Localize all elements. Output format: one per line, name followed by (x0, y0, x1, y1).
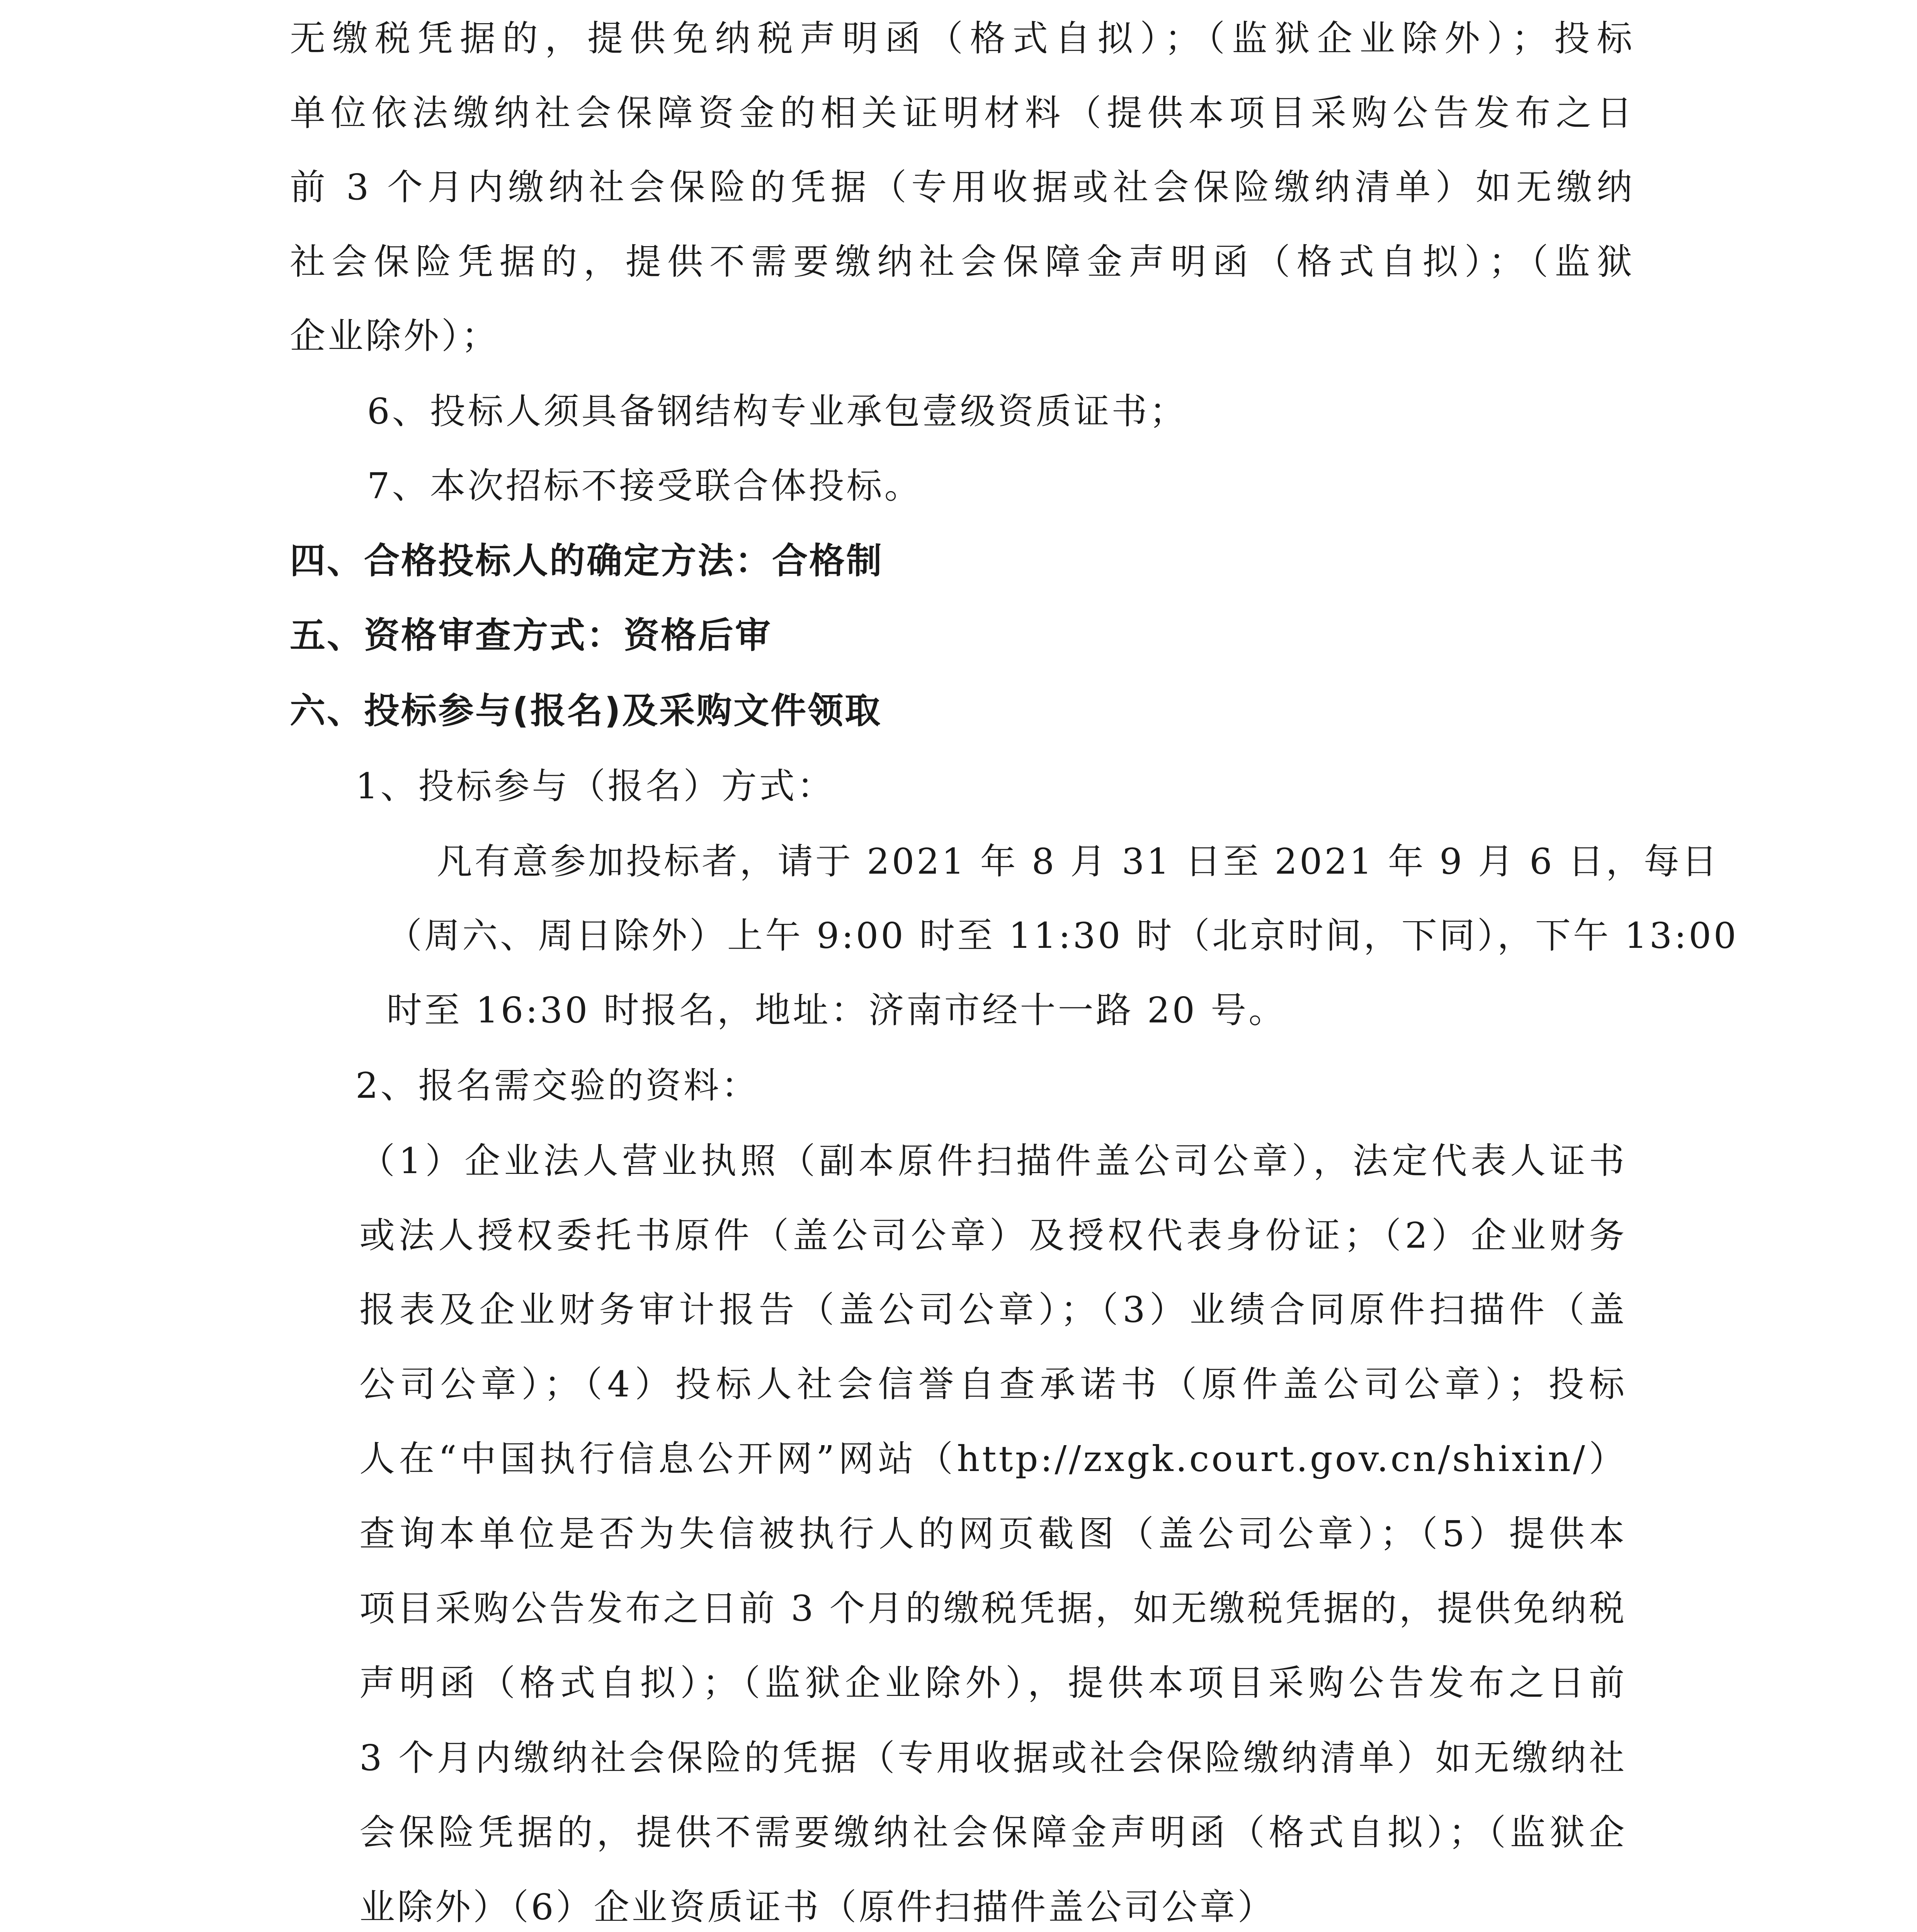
registration-line-3: 时至 16:30 时报名，地址：济南市经十一路 20 号。 (386, 990, 1287, 1031)
text-line-3: 前 3 个月内缴纳社会保险的凭据（专用收据或社会保险缴纳清单）如无缴纳 (290, 167, 1635, 208)
text-line-2: 单位依法缴纳社会保障资金的相关证明材料（提供本项目采购公告发布之日 (290, 92, 1635, 134)
section-heading-6: 六、投标参与(报名)及采购文件领取 (290, 690, 882, 731)
materials-line-8: 声明函（格式自拟）；（监狱企业除外），提供本项目采购公告发布之日前 (359, 1662, 1627, 1704)
registration-line-1: 凡有意参加投标者，请于 2021 年 8 月 31 日至 2021 年 9 月 6 日，每日 (437, 841, 1720, 882)
materials-line-2: 或法人授权委托书原件（盖公司公章）及授权代表身份证；（2）企业财务 (359, 1215, 1627, 1256)
section-heading-5: 五、资格审查方式：资格后审 (290, 615, 772, 656)
materials-line-3: 报表及企业财务审计报告（盖公司公章）；（3）业绩合同原件扫描件（盖 (359, 1289, 1627, 1330)
materials-line-9: 3 个月内缴纳社会保险的凭据（专用收据或社会保险缴纳清单）如无缴纳社 (359, 1737, 1627, 1779)
section-heading-4: 四、合格投标人的确定方法：合格制 (290, 540, 884, 582)
materials-line-6: 查询本单位是否为失信被执行人的网页截图（盖公司公章）；（5）提供本 (359, 1513, 1627, 1554)
requirement-item-7: 7、本次招标不接受联合体投标。 (367, 465, 922, 507)
text-line-1: 无缴税凭据的，提供免纳税声明函（格式自拟）；（监狱企业除外）；投标 (290, 18, 1635, 59)
subsection-6-2: 2、报名需交验的资料： (356, 1065, 759, 1106)
subsection-6-1: 1、投标参与（报名）方式： (356, 765, 835, 807)
materials-line-11: 业除外）（6）企业资质证书（原件扫描件盖公司公章） (359, 1886, 1276, 1928)
materials-line-7: 项目采购公告发布之日前 3 个月的缴税凭据，如无缴税凭据的，提供免纳税 (359, 1588, 1627, 1629)
materials-line-5: 人在“中国执行信息公开网”网站（http://zxgk.court.gov.cn/shixin/） (359, 1438, 1627, 1480)
materials-line-4: 公司公章）；（4）投标人社会信誉自查承诺书（原件盖公司公章）；投标 (359, 1364, 1627, 1405)
requirement-item-6: 6、投标人须具备钢结构专业承包壹级资质证书； (367, 391, 1187, 432)
materials-line-10: 会保险凭据的，提供不需要缴纳社会保障金声明函（格式自拟）；（监狱企 (359, 1812, 1627, 1853)
text-line-4: 社会保险凭据的，提供不需要缴纳社会保障金声明函（格式自拟）；（监狱 (290, 241, 1635, 282)
text-line-5: 企业除外）； (290, 315, 500, 357)
materials-line-1: （1）企业法人营业执照（副本原件扫描件盖公司公章），法定代表人证书 (359, 1140, 1627, 1182)
registration-line-2: （周六、周日除外）上午 9:00 时至 11:30 时（北京时间，下同），下午 13:00 (386, 915, 1739, 956)
